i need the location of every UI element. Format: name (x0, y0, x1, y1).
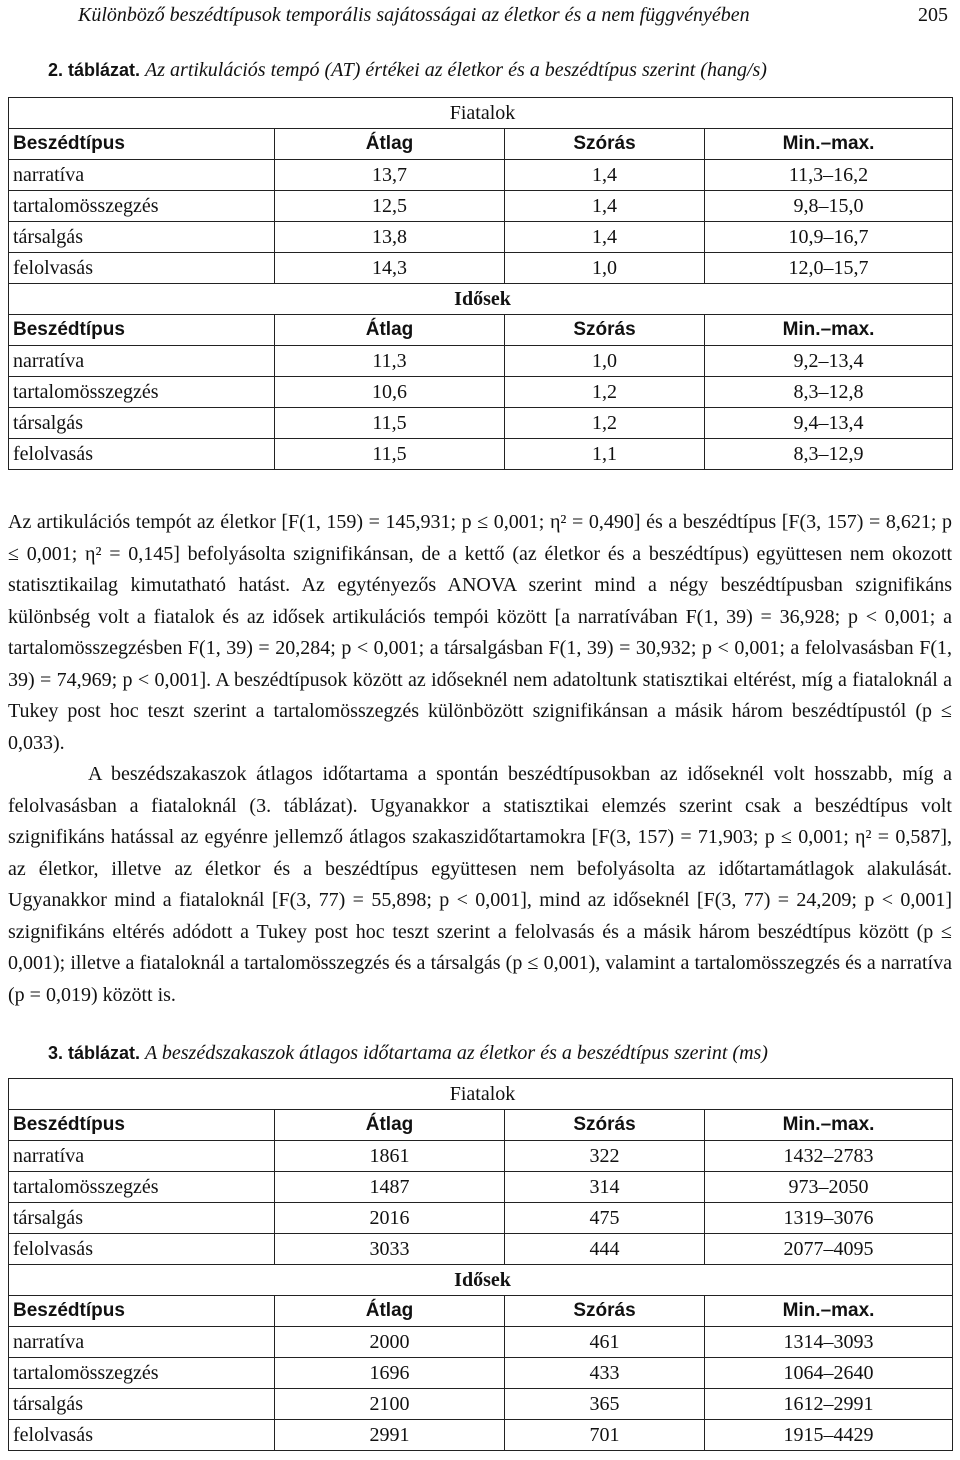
table-row (9, 1203, 953, 1234)
group-header-row (9, 1265, 953, 1296)
column-header: Beszédtípus (9, 1296, 275, 1327)
column-header: Min.–max. (705, 1296, 953, 1327)
group-header-row (9, 1079, 953, 1110)
running-title: Különböző beszédtípusok temporális sajátosságai az életkor és a nem függvényében (78, 4, 750, 26)
paragraph-2: A beszédszakaszok átlagos időtartama a spontán beszédtípusokban az időseknél volt hosszabb, míg a felolvasásban a fiataloknál (3. táblázat). Ugyanakkor a statisztikai elemzés szerint csak a beszédtípus volt szignifikáns hatással az egyénre jellemző átlagos szakaszidőtartamokra [F(3, 157) = 71,903; p ≤ 0,001; η² = 0,587], az életkor, illetve az életkor és a beszédtípus együttesen nem befolyásolta az időtartamátlagok alakulását. Ugyanakkor mind a fiataloknál [F(3, 77) = 55,898; p < 0,001], mind az időseknél [F(3, 77) = 24,209; p < 0,001] szignifikáns eltérés adódott a Tukey post hoc teszt szerint a felolvasás és a másik három beszédtípus között (p ≤ 0,001); illetve a fiataloknál a tartalomösszegzés és a társalgás (p ≤ 0,001), valamint a tartalomösszegzés és a narratíva (p = 0,019) között is. (8, 763, 952, 1006)
table-cell: 444 (505, 1234, 705, 1265)
table-cell: 10,9–16,7 (705, 222, 953, 253)
table-cell: 1432–2783 (705, 1141, 953, 1172)
table2-label: 2. táblázat. (48, 60, 141, 80)
table-cell: 1,2 (505, 408, 705, 439)
table-cell: 1064–2640 (705, 1358, 953, 1389)
column-header: Átlag (275, 315, 505, 346)
table-cell: 9,2–13,4 (705, 346, 953, 377)
table-cell: narratíva (9, 1141, 275, 1172)
table-row (9, 1172, 953, 1203)
group-name: Idősek (9, 284, 953, 315)
column-header: Beszédtípus (9, 1110, 275, 1141)
column-header: Min.–max. (705, 315, 953, 346)
group-name: Idősek (9, 1265, 953, 1296)
table-row (9, 346, 953, 377)
column-header-row (9, 1296, 953, 1327)
table-row (9, 408, 953, 439)
column-header: Szórás (505, 1296, 705, 1327)
table-cell: 2991 (275, 1420, 505, 1451)
table-cell: 11,5 (275, 439, 505, 470)
table-cell: társalgás (9, 222, 275, 253)
table-row (9, 377, 953, 408)
page-number: 205 (918, 4, 948, 26)
group-header-row (9, 98, 953, 129)
column-header: Átlag (275, 1296, 505, 1327)
table-cell: 1319–3076 (705, 1203, 953, 1234)
table-cell: társalgás (9, 1389, 275, 1420)
table-cell: tartalomösszegzés (9, 1358, 275, 1389)
table-cell: 1487 (275, 1172, 505, 1203)
table-cell: 13,7 (275, 160, 505, 191)
table-cell: 2077–4095 (705, 1234, 953, 1265)
group-header-row (9, 284, 953, 315)
table-row (9, 439, 953, 470)
table-cell: 1,1 (505, 439, 705, 470)
table-row (9, 1358, 953, 1389)
table-cell: 1,0 (505, 346, 705, 377)
table-cell: 9,8–15,0 (705, 191, 953, 222)
table-cell: tartalomösszegzés (9, 191, 275, 222)
table-cell: 2100 (275, 1389, 505, 1420)
table-cell: 1,4 (505, 222, 705, 253)
table-cell: 11,3 (275, 346, 505, 377)
table-cell: 1,0 (505, 253, 705, 284)
table-cell: 701 (505, 1420, 705, 1451)
table-cell: narratíva (9, 160, 275, 191)
running-header (0, 0, 960, 30)
table-cell: 12,5 (275, 191, 505, 222)
column-header: Szórás (505, 129, 705, 160)
column-header: Beszédtípus (9, 129, 275, 160)
table-cell: 1612–2991 (705, 1389, 953, 1420)
column-header: Beszédtípus (9, 315, 275, 346)
table2-caption (48, 58, 767, 82)
group-name: Fiatalok (9, 1079, 953, 1110)
table-row (9, 1389, 953, 1420)
table-row (9, 1327, 953, 1358)
column-header: Min.–max. (705, 1110, 953, 1141)
table3-title: A beszédszakaszok átlagos időtartama az életkor és a beszédtípus szerint (ms) (145, 1042, 768, 1064)
table-cell: 10,6 (275, 377, 505, 408)
table-row (9, 160, 953, 191)
table-cell: 1,4 (505, 191, 705, 222)
table-cell: 475 (505, 1203, 705, 1234)
table-row (9, 1420, 953, 1451)
table-cell: 11,3–16,2 (705, 160, 953, 191)
table-cell: 433 (505, 1358, 705, 1389)
table-cell: tartalomösszegzés (9, 1172, 275, 1203)
table3-caption (48, 1041, 768, 1065)
column-header: Szórás (505, 315, 705, 346)
table-cell: narratíva (9, 1327, 275, 1358)
table-cell: 13,8 (275, 222, 505, 253)
table-cell: felolvasás (9, 1234, 275, 1265)
table-cell: 1915–4429 (705, 1420, 953, 1451)
group-name: Fiatalok (9, 98, 953, 129)
table-cell: 461 (505, 1327, 705, 1358)
table-cell: felolvasás (9, 439, 275, 470)
column-header-row (9, 1110, 953, 1141)
table-cell: 12,0–15,7 (705, 253, 953, 284)
table-cell: felolvasás (9, 253, 275, 284)
table-cell: 1,2 (505, 377, 705, 408)
table-row (9, 191, 953, 222)
table-row (9, 253, 953, 284)
table-cell: 314 (505, 1172, 705, 1203)
table2-title: Az artikulációs tempó (AT) értékei az életkor és a beszédtípus szerint (hang/s) (145, 59, 767, 81)
column-header-row (9, 315, 953, 346)
table-cell: tartalomösszegzés (9, 377, 275, 408)
table-cell: 1696 (275, 1358, 505, 1389)
table-cell: 973–2050 (705, 1172, 953, 1203)
table-row (9, 1141, 953, 1172)
table-cell: 2000 (275, 1327, 505, 1358)
table-cell: 8,3–12,9 (705, 439, 953, 470)
column-header: Átlag (275, 1110, 505, 1141)
column-header-row (9, 129, 953, 160)
table-cell: 2016 (275, 1203, 505, 1234)
table-cell: 14,3 (275, 253, 505, 284)
table-cell: 1861 (275, 1141, 505, 1172)
table3 (8, 1078, 953, 1451)
table3-label: 3. táblázat. (48, 1043, 141, 1063)
table-cell: felolvasás (9, 1420, 275, 1451)
table-cell: 3033 (275, 1234, 505, 1265)
table-cell: 8,3–12,8 (705, 377, 953, 408)
body-text (8, 507, 952, 1011)
table-cell: 11,5 (275, 408, 505, 439)
column-header: Szórás (505, 1110, 705, 1141)
table-cell: 365 (505, 1389, 705, 1420)
table-cell: narratíva (9, 346, 275, 377)
table2 (8, 97, 953, 470)
paragraph-1: Az artikulációs tempót az életkor [F(1, 159) = 145,931; p ≤ 0,001; η² = 0,490] és a beszédtípus [F(3, 157) = 8,621; p ≤ 0,001; η² = 0,145] befolyásolta szignifikánsan, de a kettő (az életkor és a beszédtípus) együttesen nem okozott statisztikailag kimutatható hatást. Az egytényezős ANOVA szerint mind a négy beszédtípusban szignifikáns különbség volt a fiatalok és az idősek artikulációs tempói között [a narratívában F(1, 39) = 36,928; p < 0,001; a tartalomösszegzésben F(1, 39) = 20,284; p < 0,001; a társalgásban F(1, 39) = 30,932; p < 0,001; a felolvasásban F(1, 39) = 74,969; p < 0,001]. A beszédtípusok között az időseknél nem adatoltunk statisztikai eltérést, míg a fiataloknál a Tukey post hoc teszt szerint a tartalomösszegzés különbözött szignifikánsan a másik három beszédtípustól (p ≤ 0,033). (8, 511, 952, 754)
table-row (9, 222, 953, 253)
column-header: Min.–max. (705, 129, 953, 160)
column-header: Átlag (275, 129, 505, 160)
table-cell: társalgás (9, 408, 275, 439)
table-cell: 1,4 (505, 160, 705, 191)
table-row (9, 1234, 953, 1265)
table-cell: 322 (505, 1141, 705, 1172)
table-cell: 9,4–13,4 (705, 408, 953, 439)
table-cell: 1314–3093 (705, 1327, 953, 1358)
table-cell: társalgás (9, 1203, 275, 1234)
